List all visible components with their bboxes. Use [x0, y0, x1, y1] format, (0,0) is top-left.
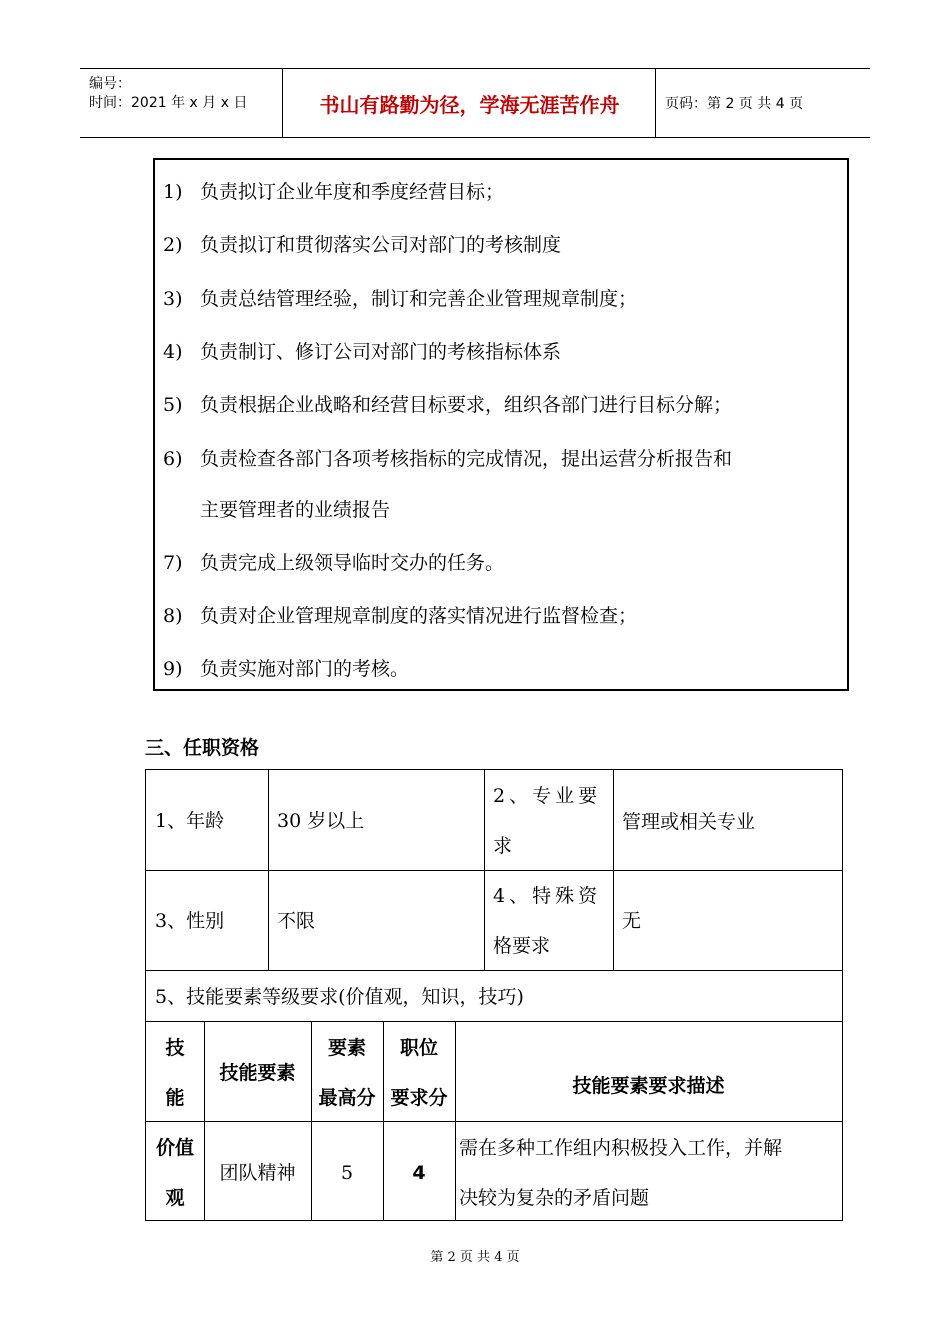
row-description-cont: 决较为复杂的矛盾问题 — [459, 1187, 650, 1209]
row-max-score: 5 — [340, 1162, 354, 1184]
table-rule — [146, 1021, 842, 1022]
age-label: 1、年龄 — [155, 810, 225, 832]
document-number: 编号： — [89, 76, 131, 92]
duty-item: 5) 负责根据企业战略和经营目标要求，组织各部门进行目标分解； — [163, 394, 733, 416]
duty-item: 6) 负责检查各部门各项考核指标的完成情况，提出运营分析报告和 — [163, 448, 733, 470]
duty-item: 3) 负责总结管理经验，制订和完善企业管理规章制度； — [163, 288, 638, 310]
special-label: 4、特殊资 — [493, 885, 602, 907]
col-req-header-cont: 要求分 — [390, 1087, 448, 1109]
special-value: 无 — [622, 910, 642, 932]
document-date: 时间：2021 年 x 月 x 日 — [89, 95, 248, 111]
major-label: 2、专业要 — [493, 785, 602, 807]
duty-item-continuation: 主要管理者的业绩报告 — [200, 499, 391, 521]
col-max-header-cont: 最高分 — [318, 1087, 376, 1109]
header-divider — [282, 69, 283, 137]
col-desc-header: 技能要素要求描述 — [572, 1075, 725, 1097]
header-motto: 书山有路勤为径，学海无涯苦作舟 — [319, 92, 620, 117]
age-value: 30 岁以上 — [277, 810, 365, 832]
table-rule — [268, 770, 269, 970]
header-page-info: 页码：第 2 页 共 4 页 — [665, 96, 804, 112]
col-element-header: 技能要素 — [219, 1062, 296, 1084]
page-footer: 第 2 页 共 4 页 — [430, 1250, 520, 1265]
table-rule — [146, 1121, 842, 1122]
gender-label: 3、性别 — [155, 910, 225, 932]
row-required-score: 4 — [412, 1162, 426, 1184]
row-description: 需在多种工作组内积极投入工作，并解 — [459, 1137, 783, 1159]
header-divider — [655, 69, 656, 137]
duty-item: 1) 负责拟订企业年度和季度经营目标； — [163, 181, 505, 203]
duties-box — [153, 158, 849, 691]
table-rule — [484, 770, 485, 970]
duty-item: 8) 负责对企业管理规章制度的落实情况进行监督检查； — [163, 605, 638, 627]
row-category: 价值 — [155, 1137, 194, 1159]
special-label-cont: 格要求 — [493, 935, 551, 957]
duty-item: 4) 负责制订、修订公司对部门的考核指标体系 — [163, 341, 562, 363]
duty-item: 7) 负责完成上级领导临时交办的任务。 — [163, 552, 505, 574]
row-element: 团队精神 — [219, 1162, 296, 1184]
page-header — [80, 68, 870, 138]
header-meta — [89, 75, 247, 113]
table-rule — [204, 1021, 205, 1220]
col-max-header: 要素 — [327, 1037, 366, 1059]
major-label-cont: 求 — [493, 835, 513, 857]
duty-item: 2) 负责拟订和贯彻落实公司对部门的考核制度 — [163, 234, 562, 256]
table-rule — [455, 1021, 456, 1220]
table-rule — [146, 970, 842, 971]
gender-value: 不限 — [277, 910, 316, 932]
major-value: 管理或相关专业 — [622, 811, 756, 833]
table-rule — [146, 870, 842, 871]
row-category-cont: 观 — [165, 1187, 185, 1209]
table-rule — [613, 770, 614, 970]
qualification-table — [145, 769, 843, 1221]
skills-heading: 5、技能要素等级要求(价值观，知识，技巧) — [155, 986, 524, 1008]
col-req-header: 职位 — [399, 1037, 438, 1059]
col-skill-header-cont: 能 — [165, 1087, 185, 1109]
col-skill-header: 技 — [165, 1037, 185, 1059]
section-title: 三、任职资格 — [145, 737, 260, 759]
duty-item: 9) 负责实施对部门的考核。 — [163, 658, 410, 680]
